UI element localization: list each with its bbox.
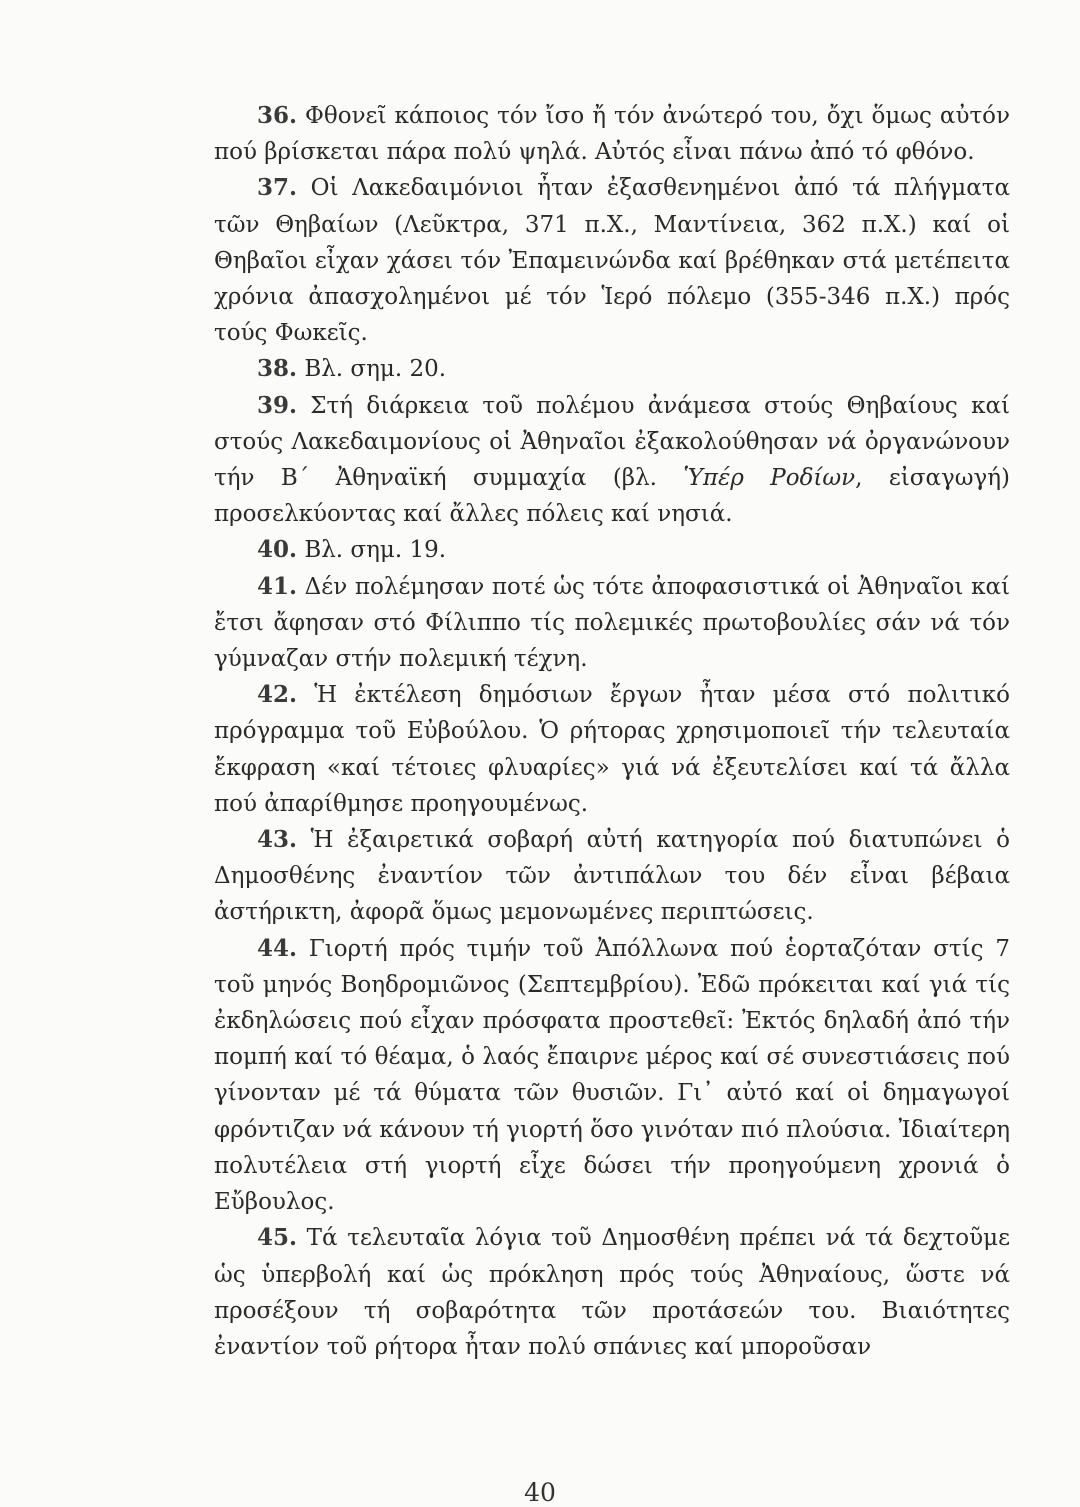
note-text: , εἰσαγωγή) προσελκύοντας καί ἄλλες πόλεις καί νησιά.: [214, 465, 1011, 528]
note-number: 44.: [257, 934, 298, 962]
note-text: Γιορτή πρός τιμήν τοῦ Ἀπόλλωνα πού ἑορταζόταν στίς 7 τοῦ μηνός Βοηδρομιῶνος (Σεπτεμβρίου). Ἐδῶ πρόκειται καί γιά τίς ἐκδηλώσεις πού εἶχαν πρόσφατα προστεθεῖ: Ἐκτός δηλαδή ἀπό τήν πομπή καί τό θέαμα, ὁ λαός ἔπαιρνε μέρος καί σέ συνεστιάσεις πού γίνονταν μέ τά θύματα τῶν θυσιῶν. Γι᾽ αὐτό καί οἱ δημαγωγοί φρόντιζαν νά κάνουν τή γιορτή ὅσο γινόταν πιό πλούσια. Ἰδιαίτερη πολυτέλεια στή γιορτή εἶχε δώσει τήν προηγούμενη χρονιά ὁ Εὔβουλος.: [214, 935, 1010, 1216]
note-number: 39.: [257, 391, 298, 419]
note-41: [214, 569, 1010, 678]
page-number: 40: [524, 1478, 556, 1507]
note-37: [214, 170, 1010, 351]
note-36: [214, 98, 1010, 170]
note-number: 37.: [257, 174, 298, 202]
note-text: Φθονεῖ κάποιος τόν ἴσο ἤ τόν ἀνώτερό του, ὄχι ὅμως αὐτόν πού βρίσκεται πάρα πολύ ψηλά. Αὐτός εἶναι πάνω ἀπό τό φθόνο.: [214, 103, 1010, 166]
note-text: Βλ. σημ. 19.: [297, 537, 447, 564]
note-text: Στή διάρκεια τοῦ πολέμου ἀνάμεσα στούς Θηβαίους καί στούς Λακεδαιμονίους οἱ Ἀθηναῖοι ἐξακολούθησαν νά ὀργανώνουν τήν Β΄ Ἀθηναϊκή συμμαχία (βλ.: [214, 392, 1010, 492]
note-italic-title: Ὑπέρ Ροδίων: [683, 465, 856, 492]
note-45: [214, 1220, 1010, 1365]
note-text: Βλ. σημ. 20.: [297, 356, 447, 383]
note-44: [214, 931, 1010, 1221]
note-text: Ἡ ἐκτέλεση δημόσιων ἔργων ἦταν μέσα στό πολιτικό πρόγραμμα τοῦ Εὐβούλου. Ὁ ρήτορας χρησιμοποιεῖ τήν τελευταία ἔκφραση «καί τέτοιες φλυαρίες» γιά νά ἐξευτελίσει καί τά ἄλλα πού ἀπαρίθμησε προηγουμένως.: [214, 682, 1010, 817]
note-40: [214, 532, 1010, 568]
note-42: [214, 677, 1010, 822]
note-39: [214, 388, 1010, 533]
note-number: 45.: [257, 1224, 298, 1252]
note-43: [214, 822, 1010, 931]
note-number: 43.: [257, 826, 298, 854]
note-number: 40.: [257, 536, 298, 564]
note-number: 36.: [257, 102, 298, 129]
notes-text: [214, 98, 1010, 1365]
note-text: Οἱ Λακεδαιμόνιοι ἦταν ἐξασθενημένοι ἀπό τά πλήγματα τῶν Θηβαίων (Λεῦκτρα, 371 π.Χ., Μαντίνεια, 362 π.Χ.) καί οἱ Θηβαῖοι εἶχαν χάσει τόν Ἐπαμεινώνδα καί βρέθηκαν στά μετέπειτα χρόνια ἀπασχολημένοι μέ τόν Ἱερό πόλεμο (355-346 π.Χ.) πρός τούς Φωκεῖς.: [214, 175, 1010, 347]
note-number: 38.: [257, 355, 298, 383]
note-text: Τά τελευταῖα λόγια τοῦ Δημοσθένη πρέπει νά τά δεχτοῦμε ὡς ὑπερβολή καί ὡς πρόκληση πρός τούς Ἀθηναίους, ὥστε νά προσέξουν τή σοβαρότητα τῶν προτάσεών του. Βιαιότητες ἐναντίον τοῦ ρήτορα ἦταν πολύ σπάνιες καί μποροῦσαν: [214, 1225, 1010, 1360]
note-number: 42.: [257, 681, 298, 709]
note-text: Δέν πολέμησαν ποτέ ὡς τότε ἀποφασιστικά οἱ Ἀθηναῖοι καί ἔτσι ἄφησαν στό Φίλιππο τίς πολεμικές πρωτοβουλίες σάν νά τόν γύμναζαν στήν πολεμική τέχνη.: [214, 573, 1010, 673]
note-text: Ἡ ἐξαιρετικά σοβαρή αὐτή κατηγορία πού διατυπώνει ὁ Δημοσθένης ἐναντίον τῶν ἀντιπάλων του δέν εἶναι βέβαια ἀστήρικτη, ἀφορᾶ ὅμως μεμονωμένες περιπτώσεις.: [214, 827, 1010, 926]
note-38: [214, 351, 1010, 387]
note-number: 41.: [257, 572, 298, 600]
